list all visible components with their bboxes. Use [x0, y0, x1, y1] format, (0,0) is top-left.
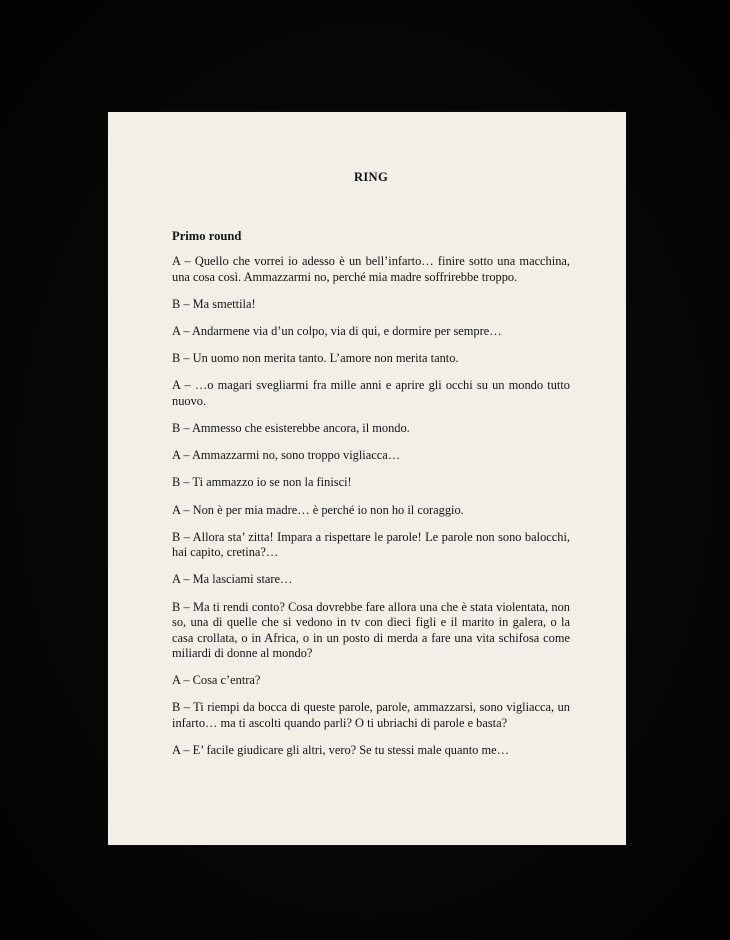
dialogue-line: B – Un uomo non merita tanto. L’amore non merita tanto.: [172, 351, 459, 366]
dialogue-line: A – Andarmene via d’un colpo, via di qui, e dormire per sempre…: [172, 323, 502, 338]
paper-sheet: [108, 112, 626, 845]
dialogue-line: A – E’ facile giudicare gli altri, vero? Se tu stessi male quanto me…: [172, 743, 509, 758]
dialogue-line: B – Allora sta’ zitta! Impara a rispettare le parole! Le parole non sono balocchi, hai capito, cretina?…: [172, 529, 570, 560]
dialogue: [172, 254, 570, 759]
dialogue-line: A – Ammazzarmi no, sono troppo vigliacca…: [172, 448, 401, 463]
document-body: [172, 170, 570, 770]
document-title: RING: [353, 170, 389, 184]
dialogue-line: A – Cosa c’entra?: [172, 673, 261, 688]
dialogue-line: A – Quello che vorrei io adesso è un bell’infarto… finire sotto una macchina, una cosa così. Ammazzarmi no, perché mia madre soffrirebbe troppo.: [172, 254, 570, 284]
dialogue-line: A – Ma lasciami stare…: [172, 572, 293, 587]
section-heading: Primo round: [172, 228, 242, 243]
dialogue-line: B – Ma smettila!: [172, 296, 256, 311]
dialogue-line: B – Ti ammazzo io se non la finisci!: [172, 475, 352, 490]
dialogue-line: B – Ti riempi da bocca di queste parole, parole, ammazzarsi, sono vigliacca, un infarto… ma ti ascolti quando parli? O ti ubriachi di parole e basta?: [172, 700, 570, 730]
dialogue-line: A – …o magari svegliarmi fra mille anni e aprire gli occhi su un mondo tutto nuovo.: [172, 378, 570, 408]
dialogue-line: A – Non è per mia madre… è perché io non ho il coraggio.: [172, 502, 464, 517]
dialogue-line: B – Ma ti rendi conto? Cosa dovrebbe fare allora una che è stata violentata, non so, una di quelle che si vedono in tv con dieci figli e il marito in galera, o la casa crollata, o in Africa, o in un posto di merda a fare una vita schifosa come miliardi di donne al mondo?: [172, 599, 570, 661]
dialogue-line: B – Ammesso che esisterebbe ancora, il mondo.: [172, 420, 410, 435]
